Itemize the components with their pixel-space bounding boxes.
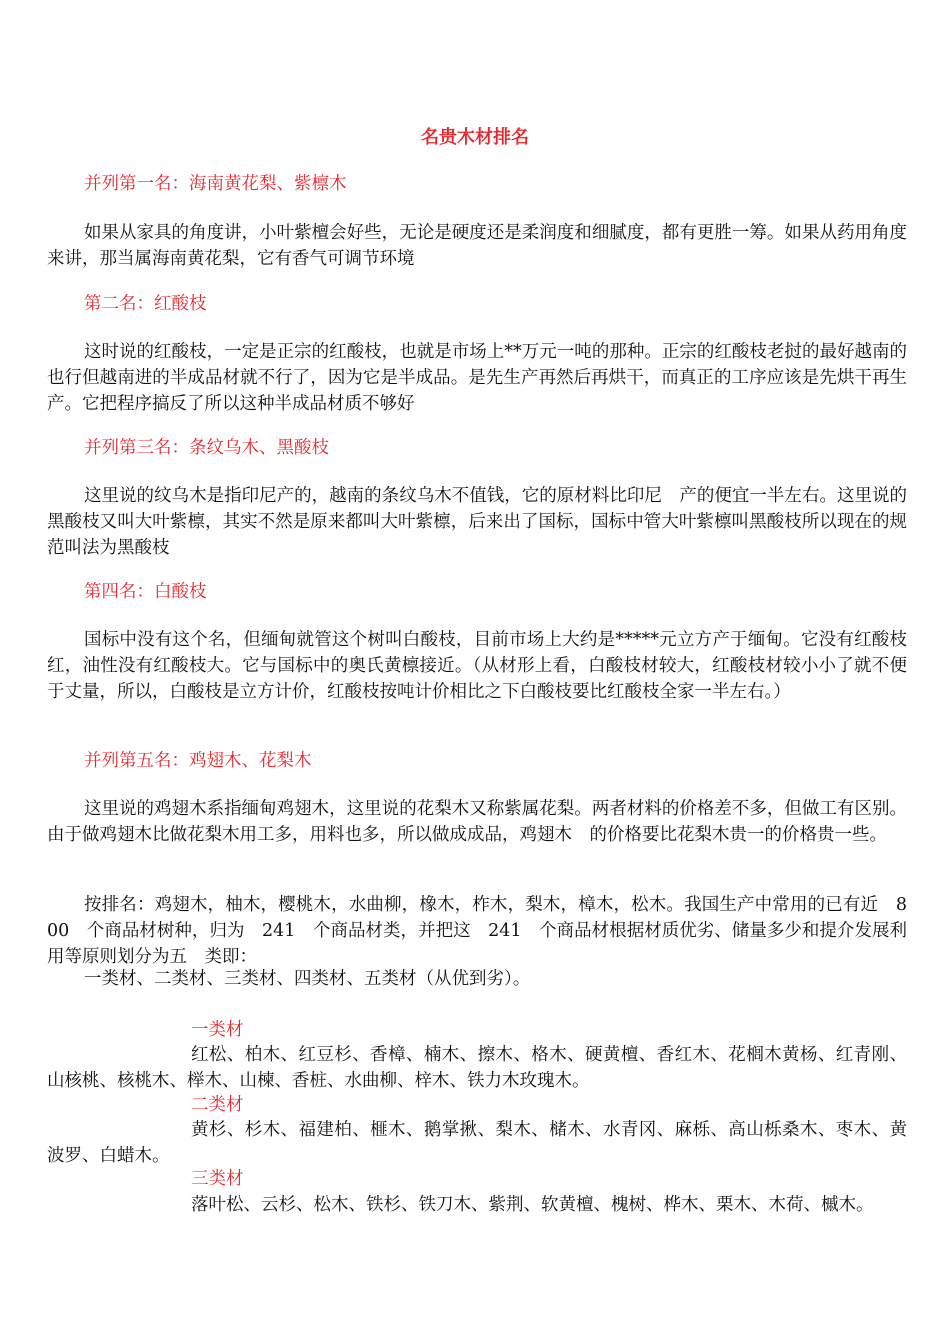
category-items-1: 红松、柏木、红豆杉、香樟、楠木、擦木、格木、硬黄檀、香红木、花榈木黄杨、红青刚、山核桃、核桃木、榉木、山楝、香桩、水曲柳、梓木、铁力木玫瑰木。	[47, 1045, 907, 1091]
category-heading-2: 二类材	[191, 1095, 244, 1115]
section-heading-3: 并列第三名：条纹乌木、黑酸枝	[84, 438, 329, 458]
category-items-2: 黄杉、杉木、福建柏、榧木、鹅掌揪、梨木、槠木、水青冈、麻栎、高山栎桑木、枣木、黄波罗、白蜡木。	[47, 1120, 907, 1166]
page-title: 名贵木材排名	[421, 127, 529, 148]
category-heading-3: 三类材	[191, 1169, 244, 1189]
category-items-3: 落叶松、云杉、松木、铁杉、铁刀木、紫荆、软黄檀、槐树、桦木、栗木、木荷、槭木。	[191, 1195, 874, 1215]
ranking-paragraph: 按排名：鸡翅木，柚木，樱桃木，水曲柳，橡木，柞木，梨木，樟木，松木。我国生产中常用的已有近 800 个商品材树种，归为 241 个商品材类，并把这 241 个商品材根据材质优劣、储量多少和提介发展利用等原则划分为五 类即：	[47, 895, 907, 967]
section-heading-2: 第二名：红酸枝	[84, 294, 207, 314]
section-body-5: 这里说的鸡翅木系指缅甸鸡翅木，这里说的花梨木又称紫属花梨。两者材料的价格差不多，但做工有区别。由于做鸡翅木比做花梨木用工多，用料也多，所以做成成品，鸡翅木 的价格要比花梨木贵一的价格贵一些。	[47, 799, 907, 845]
section-heading-1: 并列第一名：海南黄花梨、紫檩木	[84, 174, 347, 194]
section-body-4: 国标中没有这个名，但缅甸就管这个树叫白酸枝，目前市场上大约是*****元立方产于缅甸。它没有红酸枝红，油性没有红酸枝大。它与国标中的奥氏黄檩接近。（从材形上看，白酸枝材较大，红酸枝材较小小了就不便于丈量，所以，白酸枝是立方计价，红酸枝按吨计价相比之下白酸枝要比红酸枝全家一半左右。）	[47, 630, 907, 702]
section-heading-5: 并列第五名：鸡翅木、花梨木	[84, 751, 312, 771]
section-body-1: 如果从家具的角度讲，小叶紫檀会好些，无论是硬度还是柔润度和细腻度，都有更胜一筹。如果从药用角度来讲，那当属海南黄花梨，它有香气可调节环境	[47, 223, 907, 269]
section-body-2: 这时说的红酸枝，一定是正宗的红酸枝，也就是市场上**万元一吨的那种。正宗的红酸枝老挝的最好越南的也行但越南进的半成品材就不行了，因为它是半成品。是先生产再然后再烘干，而真正的工序应该是先烘干再生产。它把程序搞反了所以这种半成品材质不够好	[47, 342, 907, 414]
category-heading-1: 一类材	[191, 1020, 244, 1040]
classes-line: 一类材、二类材、三类材、四类材、五类材（从优到劣）。	[84, 969, 531, 989]
section-heading-4: 第四名：白酸枝	[84, 582, 207, 602]
section-body-3: 这里说的纹乌木是指印尼产的，越南的条纹乌木不值钱，它的原材料比印尼 产的便宜一半左右。这里说的黑酸枝又叫大叶紫檩，其实不然是原来都叫大叶紫檩，后来出了国标，国标中管大叶紫檩叫黑酸枝所以现在的规范叫法为黑酸枝	[47, 486, 907, 558]
